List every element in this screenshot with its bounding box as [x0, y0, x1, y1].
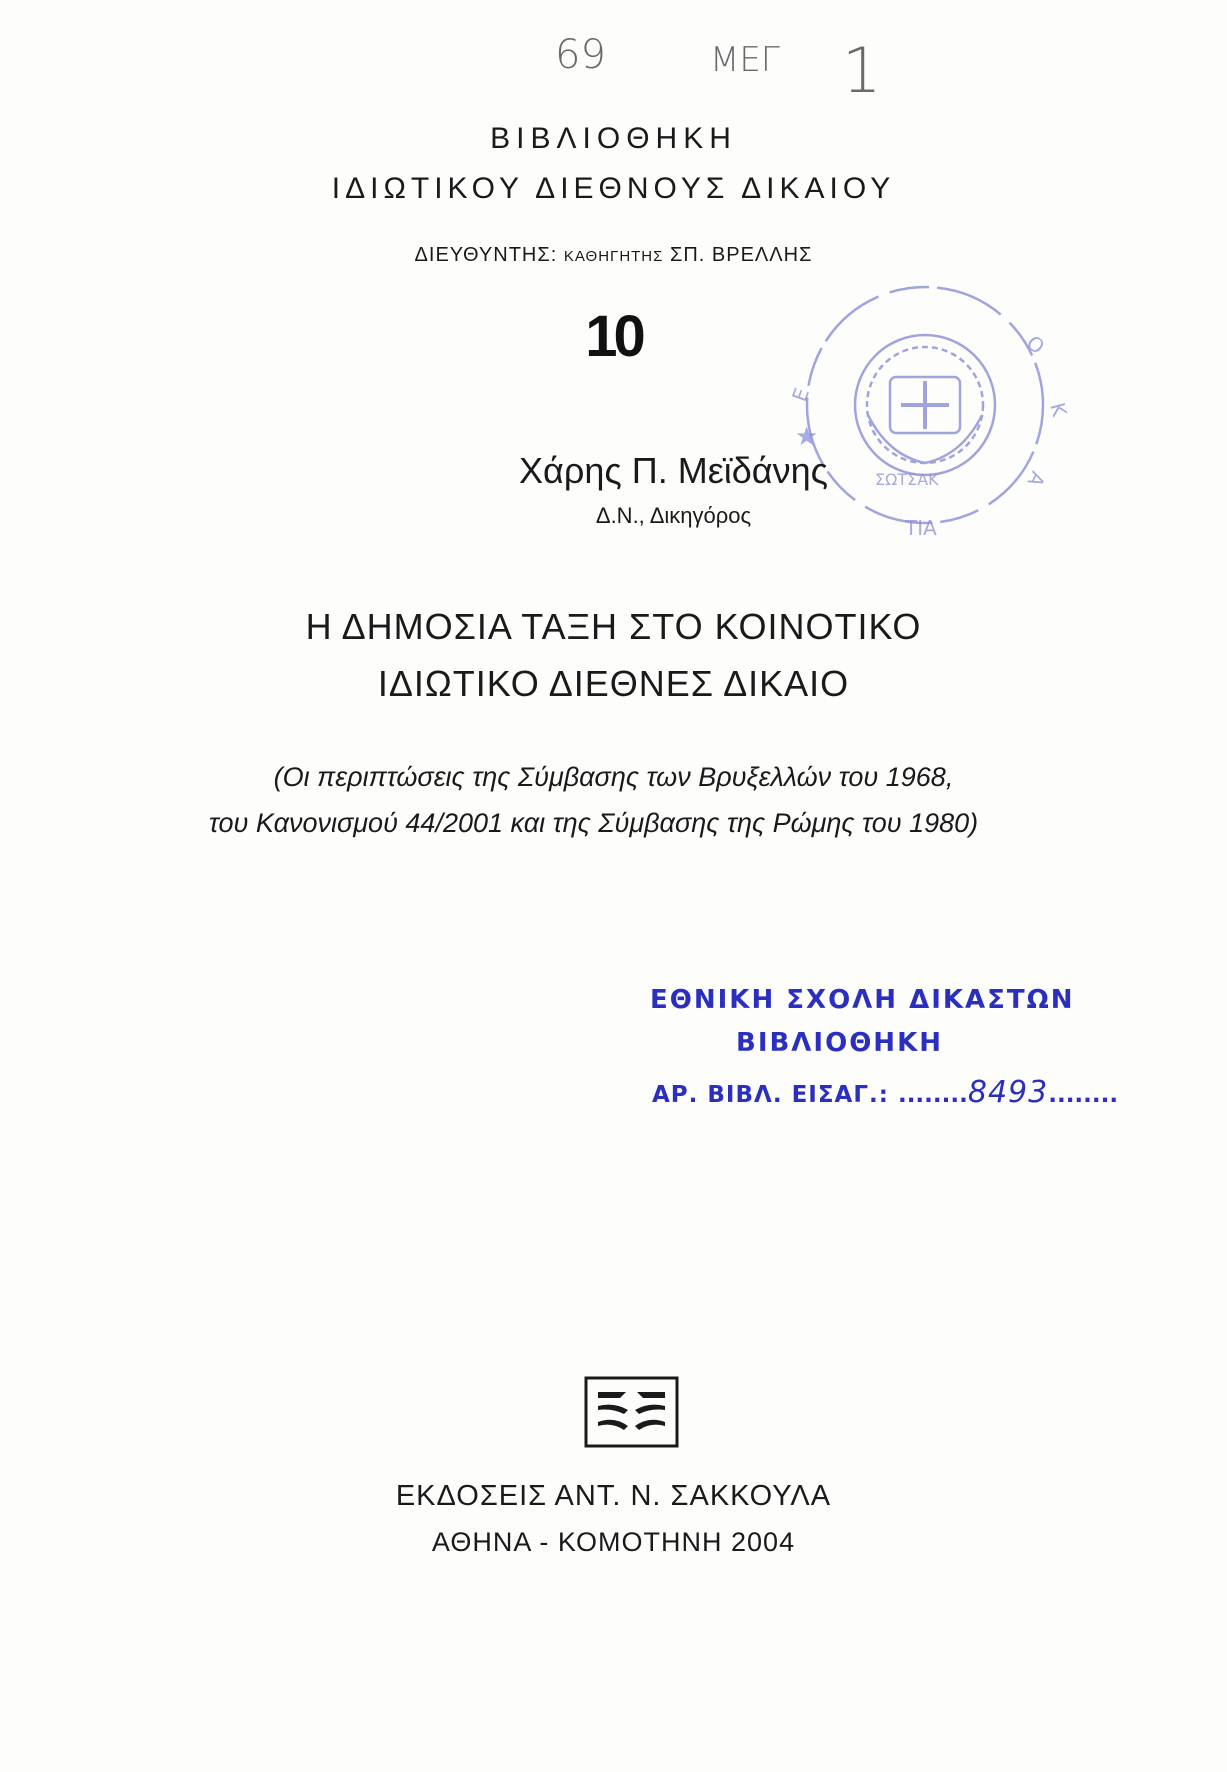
series-director-line: [0, 244, 1227, 267]
accession-number: 8493: [967, 1075, 1049, 1110]
handwritten-note-middle: ΜΕΓ: [710, 40, 780, 80]
series-title-line2: ΙΔΙΩΤΙΚΟΥ ΔΙΕΘΝΟΥΣ ΔΙΚΑΙΟΥ: [331, 172, 896, 205]
book-title-line2: ΙΔΙΩΤΙΚΟ ΔΙΕΘΝΕΣ ΔΙΚΑΙΟ: [377, 663, 850, 704]
director-role: ΚΑΘΗΓΗΤΗΣ: [563, 248, 664, 265]
library-stamp-line2: ΒΙΒΛΙΟΘΗΚΗ: [736, 1028, 943, 1058]
svg-text:Ο: Ο: [1021, 330, 1050, 359]
library-stamp-line1: ΕΘΝΙΚΗ ΣΧΟΛΗ ΔΙΚΑΣΤΩΝ: [650, 985, 1075, 1015]
book-title-line1: Η ΔΗΜΟΣΙΑ ΤΑΞΗ ΣΤΟ ΚΟΙΝΟΤΙΚΟ: [305, 606, 922, 647]
publisher-name: ΕΚΔΟΣΕΙΣ ΑΝΤ. Ν. ΣΑΚΚΟΥΛΑ: [395, 1480, 832, 1512]
svg-text:Ε: Ε: [787, 384, 815, 405]
svg-text:ΤΙΑ: ΤΙΑ: [905, 516, 937, 540]
svg-text:Α: Α: [1022, 467, 1051, 491]
author-name: Χάρης Π. Μεϊδάνης: [519, 450, 828, 491]
accession-dots-before: ........: [897, 1082, 968, 1108]
volume-number: 10: [585, 304, 642, 369]
svg-text:Κ: Κ: [1045, 400, 1072, 419]
publisher-logo-icon: [584, 1376, 679, 1448]
handwritten-note-left: 69: [555, 32, 606, 78]
series-title-line1: ΒΙΒΛΙΟΘΗΚΗ: [490, 122, 737, 155]
book-subtitle-line2: του Κανονισμού 44/2001 και της Σύμβασης της Ρώμης του 1980): [208, 808, 979, 838]
author-title: Δ.Ν., Δικηγόρος: [595, 503, 752, 528]
book-subtitle-line1: (Οι περιπτώσεις της Σύμβασης των Βρυξελλών του 1968,: [273, 762, 954, 792]
director-name: ΣΠ. ΒΡΕΛΛΗΣ: [669, 244, 813, 266]
accession-dots-after: ........: [1048, 1082, 1119, 1108]
library-stamp-line3: [652, 1075, 1118, 1110]
svg-text:ΣΩΤΣΑΚ: ΣΩΤΣΑΚ: [875, 470, 939, 489]
director-label: ΔΙΕΥΘΥΝΤΗΣ:: [414, 244, 558, 266]
publication-place-year: ΑΘΗΝΑ - ΚΟΜΟΤΗΝΗ 2004: [431, 1527, 796, 1557]
svg-text:★: ★: [795, 422, 819, 452]
accession-label: ΑΡ. ΒΙΒΛ. ΕΙΣΑΓ.:: [652, 1082, 889, 1108]
handwritten-note-right: 1: [842, 34, 882, 107]
